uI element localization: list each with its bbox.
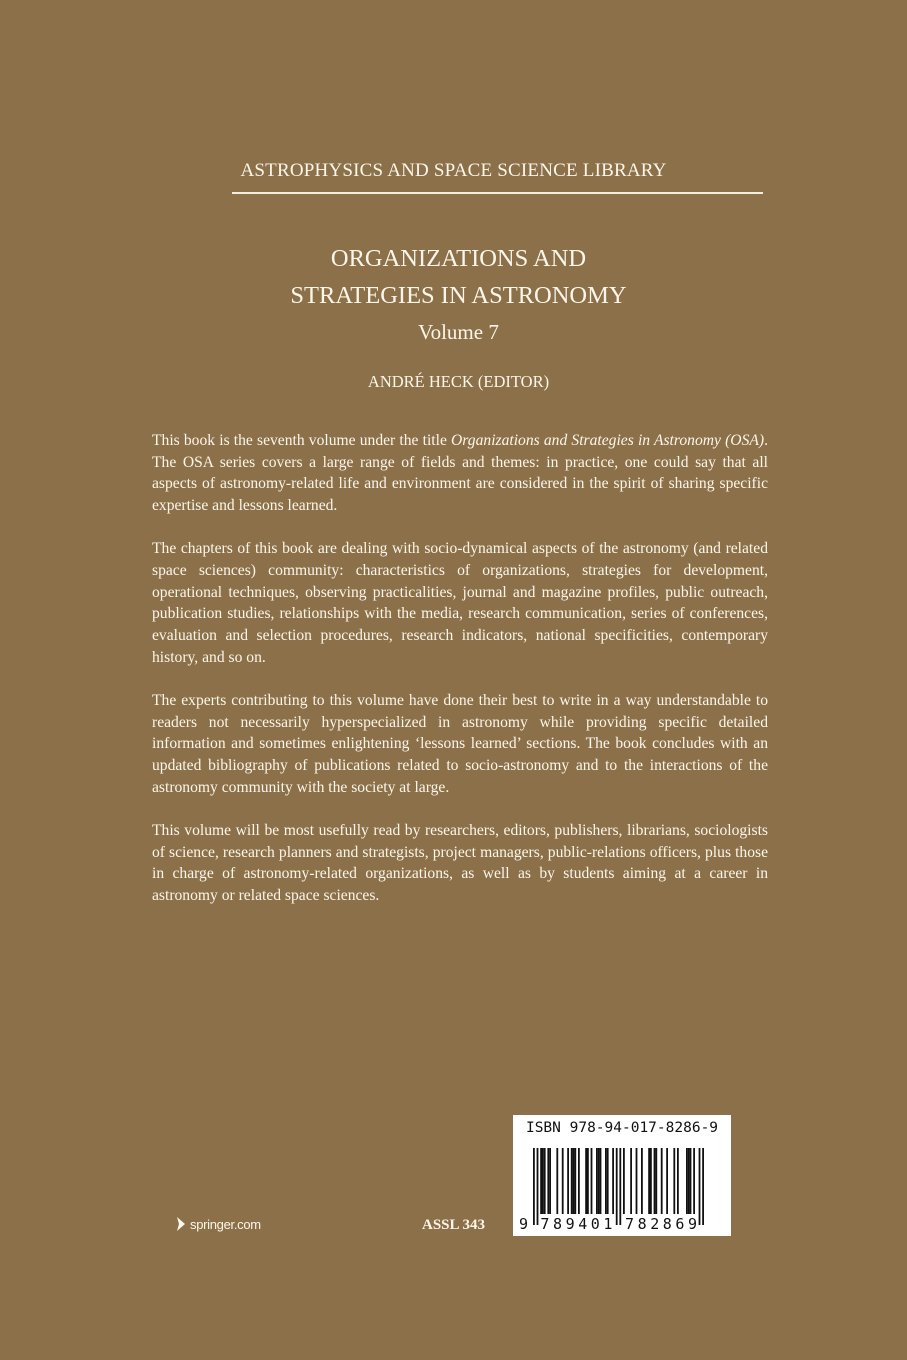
book-title-line2: STRATEGIES IN ASTRONOMY — [290, 282, 627, 309]
barcode-bar — [598, 1148, 600, 1214]
barcode-digit: 9 — [565, 1215, 575, 1233]
barcode-bar — [690, 1148, 692, 1214]
barcode-bar — [650, 1148, 652, 1214]
barcode-digit: 8 — [662, 1215, 672, 1233]
barcode-bar — [591, 1148, 593, 1214]
barcode-bar — [544, 1148, 546, 1214]
series-number: ASSL 343 — [422, 1217, 485, 1233]
barcode-bar — [587, 1148, 589, 1214]
springer-link[interactable] — [175, 1216, 261, 1232]
paragraph-4: This volume will be most usefully read by researchers, editors, publishers, librarians, sociologists of science, research planners and strategists, project managers, public-relations officers, plus those in charge of astronomy-related organizations, as well as by students aiming at a career in astronomy or related space sciences. — [152, 822, 768, 905]
barcode-bar — [562, 1148, 564, 1214]
volume-label: Volume 7 — [418, 320, 499, 344]
chevron-right-icon — [175, 1216, 187, 1232]
divider-rule — [232, 192, 763, 194]
springer-url: springer.com — [190, 1216, 261, 1232]
barcode — [513, 1143, 731, 1235]
isbn-barcode — [513, 1115, 731, 1236]
barcode-digit: 4 — [578, 1215, 588, 1233]
barcode-bar — [619, 1148, 621, 1225]
barcode-bar — [578, 1148, 580, 1214]
barcode-bar — [654, 1148, 656, 1214]
barcode-digit: 7 — [625, 1215, 635, 1233]
barcode-digit: 8 — [553, 1215, 563, 1233]
barcode-bar — [612, 1148, 614, 1214]
barcode-bar — [556, 1148, 558, 1214]
barcode-digit: 2 — [650, 1215, 660, 1233]
barcode-bar — [630, 1148, 632, 1214]
barcode-bar — [574, 1148, 576, 1214]
series-title: ASTROPHYSICS AND SPACE SCIENCE LIBRARY — [240, 160, 667, 181]
editor-name: ANDRÉ HECK (EDITOR) — [367, 372, 550, 391]
barcode-bar — [661, 1148, 663, 1214]
isbn-number: ISBN 978-94-017-8286-9 — [525, 1120, 719, 1136]
blurb — [152, 430, 768, 928]
series-title-italic: Organizations and Strategies in Astronomy (OSA) — [451, 432, 765, 449]
barcode-bar — [596, 1148, 598, 1214]
barcode-bar — [623, 1148, 625, 1214]
barcode-bar — [673, 1148, 675, 1214]
barcode-bar — [686, 1148, 688, 1214]
barcode-bar — [573, 1148, 575, 1214]
barcode-bar — [677, 1148, 679, 1214]
barcode-digit: 8 — [637, 1215, 647, 1233]
barcode-bar — [537, 1148, 539, 1225]
barcode-bar — [699, 1148, 701, 1225]
barcode-bar — [540, 1148, 542, 1214]
barcode-bar — [655, 1148, 657, 1214]
paragraph-1 — [152, 430, 768, 517]
barcode-bar — [600, 1148, 602, 1214]
barcode-bar — [636, 1148, 638, 1214]
paragraph-2: The chapters of this book are dealing with socio-dynamical aspects of the astronomy (and related space sciences) community: characteristics of organizations, strategies for development, operational techniques, observing practicalities, journal and magazine profiles, public outreach, publication studies, relationships with the media, research communication, series of conferences, evaluation and selection procedures, research indicators, national specificities, contemporary history, and so on. — [152, 540, 768, 666]
barcode-digit: 9 — [519, 1215, 529, 1233]
paragraph-3: The experts contributing to this volume have done their best to write in a way understandable to readers not necessarily hyperspecialized in astronomy while providing specific detailed information and sometimes enlightening ‘lessons learned’ sections. The book concludes with an updated bibliography of publications related to socio-astronomy and to the interactions of the astronomy community with the society at large. — [152, 692, 768, 796]
p1-text: This book is the seventh volume under the title — [152, 432, 452, 449]
barcode-bar — [648, 1148, 650, 1214]
barcode-bar — [616, 1148, 618, 1225]
barcode-bar — [567, 1148, 569, 1214]
book-title-line1: ORGANIZATIONS AND — [330, 245, 587, 272]
barcode-bar — [702, 1148, 704, 1225]
barcode-digit: 9 — [688, 1215, 698, 1233]
barcode-bar — [666, 1148, 668, 1214]
p1-text-end: . The OSA series covers a large range of fields and themes: in practice, one could say that all aspects of astronomy-related life and environment are considered in the spirit of sharing specific expertise and lessons learned. — [152, 432, 768, 515]
barcode-digit: 1 — [603, 1215, 613, 1233]
barcode-digit: 0 — [590, 1215, 600, 1233]
barcode-bar — [688, 1148, 690, 1214]
barcode-bar — [547, 1148, 549, 1214]
barcode-bar — [542, 1148, 544, 1214]
barcode-bar — [607, 1148, 609, 1214]
barcode-bar — [571, 1148, 573, 1214]
barcode-bar — [641, 1148, 643, 1214]
barcode-digit: 6 — [675, 1215, 685, 1233]
barcode-bar — [585, 1148, 587, 1214]
barcode-bar — [533, 1148, 535, 1225]
barcode-bar — [605, 1148, 607, 1214]
barcode-bar — [549, 1148, 551, 1214]
barcode-digit: 7 — [540, 1215, 550, 1233]
barcode-bar — [693, 1148, 695, 1214]
